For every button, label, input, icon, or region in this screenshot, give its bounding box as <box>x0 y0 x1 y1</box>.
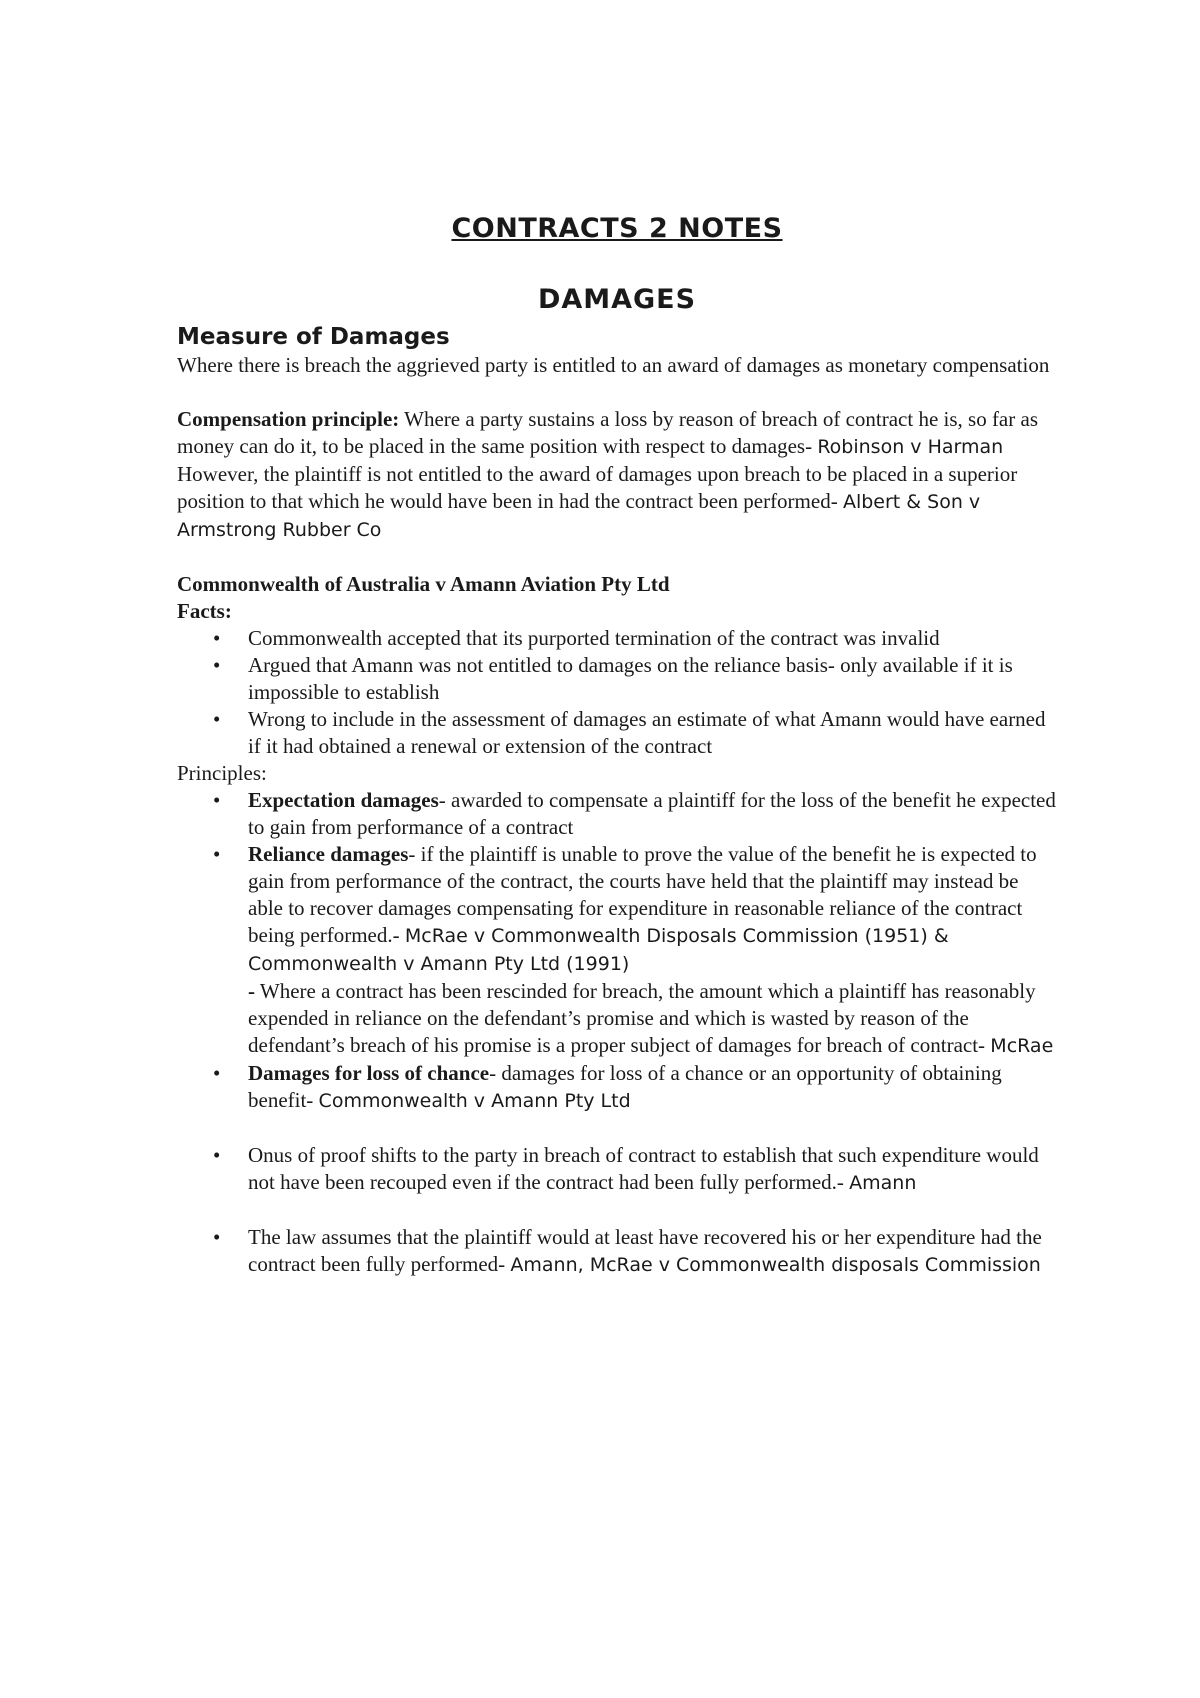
section-title: DAMAGES <box>537 284 697 315</box>
bullet-icon: • <box>213 707 221 731</box>
fact-text: Argued that Amann was not entitled to damages on the reliance basis- only available if it is impossible to establish <box>248 653 1013 704</box>
bullet-icon: • <box>213 1225 221 1249</box>
principle-text: Onus of proof shifts to the party in breach of contract to establish that such expenditure would not have been recouped even if the contract had been fully performed.- <box>248 1143 1039 1194</box>
case-citation: Amann <box>849 1172 917 1194</box>
facts-label: Facts: <box>177 599 232 623</box>
case-citation: McRae <box>990 1035 1054 1057</box>
list-item <box>177 1060 1057 1115</box>
list-item <box>177 625 1057 652</box>
bullet-icon: • <box>213 1061 221 1085</box>
bullet-icon: • <box>213 842 221 866</box>
subsection-title: Measure of Damages <box>177 324 450 350</box>
bullet-icon: • <box>213 626 221 650</box>
intro-paragraph: Where there is breach the aggrieved party is entitled to an award of damages as monetary compensation <box>177 353 1050 377</box>
bullet-icon: • <box>213 1143 221 1167</box>
compensation-paragraph <box>177 406 1057 461</box>
principle-text: - damages for loss of a chance or an opportunity of obtaining benefit- <box>248 1061 1002 1112</box>
principles-label: Principles: <box>177 761 267 785</box>
list-item <box>177 787 1057 841</box>
list-item <box>177 1142 1057 1197</box>
fact-text: Commonwealth accepted that its purported termination of the contract was invalid <box>248 626 940 650</box>
case-citation: Commonwealth v Amann Pty Ltd <box>318 1090 631 1112</box>
facts-list <box>177 625 1057 760</box>
principles-list <box>177 787 1057 1279</box>
bullet-icon: • <box>213 653 221 677</box>
principle-text: Where a contract has been rescinded for breach, the amount which a plaintiff has reasonably expended in reliance on the defendant’s promise and which is wasted by reason of the defendant’s breach of his promise is a proper subject of damages for breach of contract- <box>248 979 1036 1057</box>
case-citation: McRae v Commonwealth Disposals Commission (1951) & Commonwealth v Amann Pty Ltd (1991) <box>248 925 949 975</box>
list-item <box>177 706 1057 760</box>
principle-label: Damages for loss of chance <box>248 1061 490 1085</box>
spacer <box>177 379 1057 406</box>
spacer <box>177 544 1057 571</box>
dash-marker: - <box>248 979 255 1003</box>
principle-text: - if the plaintiff is unable to prove the value of the benefit he is expected to gain from performance of the contract, the courts have held that the plaintiff may instead be able to recover damages compensating for expenditure in reasonable reliance of the contract being performed.- <box>248 842 1037 947</box>
list-item <box>177 1224 1057 1279</box>
however-paragraph <box>177 461 1057 544</box>
case-citation: Amann, McRae v Commonwealth disposals Commission <box>510 1254 1041 1276</box>
compensation-label: Compensation principle: <box>177 407 400 431</box>
list-item <box>177 652 1057 706</box>
document-title: CONTRACTS 2 NOTES <box>451 213 783 244</box>
bullet-icon: • <box>213 788 221 812</box>
case-heading: Commonwealth of Australia v Amann Aviation Pty Ltd <box>177 572 670 596</box>
document-page <box>177 210 1057 1279</box>
however-text: However, the plaintiff is not entitled to the award of damages upon breach to be placed in a superior position to that which he would have been in had the contract been performed- <box>177 462 1018 513</box>
principle-text: The law assumes that the plaintiff would at least have recovered his or her expenditure had the contract been fully performed- <box>248 1225 1042 1276</box>
case-citation: Albert & Son v Armstrong Rubber Co <box>177 491 981 541</box>
principle-text: - awarded to compensate a plaintiff for the loss of the benefit he expected to gain from performance of a contract <box>248 788 1056 839</box>
principle-label: Reliance damages <box>248 842 409 866</box>
principle-label: Expectation damages <box>248 788 439 812</box>
compensation-text: Where a party sustains a loss by reason of breach of contract he is, so far as money can do it, to be placed in the same position with respect to damages- <box>177 407 1038 458</box>
fact-text: Wrong to include in the assessment of damages an estimate of what Amann would have earned if it had obtained a renewal or extension of the contract <box>248 707 1046 758</box>
list-item <box>177 841 1057 1060</box>
case-citation: Robinson v Harman <box>817 436 1004 458</box>
